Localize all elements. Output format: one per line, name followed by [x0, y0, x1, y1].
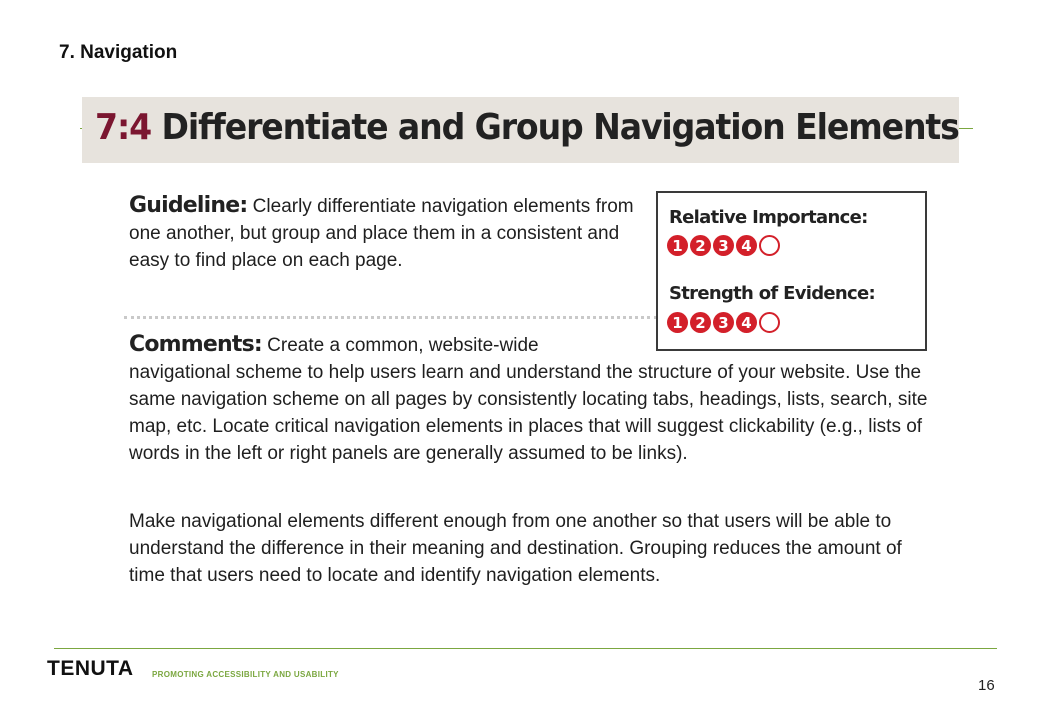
guideline-paragraph	[129, 192, 649, 274]
slide-title: 7. Navigation	[59, 42, 178, 63]
comments-label: Comments:	[129, 332, 262, 357]
rating-circle: 2	[690, 235, 711, 256]
rating-circle	[759, 312, 780, 333]
guideline-header-band	[82, 97, 959, 163]
relative-importance-label: Relative Importance:	[669, 207, 868, 228]
relative-importance-rating	[667, 235, 782, 256]
comments-line1: Create a common, website-wide	[261, 335, 539, 356]
page-number: 16	[978, 677, 995, 694]
rating-circle: 1	[667, 312, 688, 333]
dotted-separator	[124, 316, 657, 319]
guideline-number: 7:4	[95, 107, 152, 148]
comments-paragraph	[129, 331, 929, 467]
guideline-label: Guideline:	[129, 193, 248, 218]
brand-tagline: PROMOTING ACCESSIBILITY AND USABILITY	[152, 670, 339, 679]
rating-circle: 1	[667, 235, 688, 256]
brand-logo: TENUTA	[47, 657, 134, 680]
rating-circle: 3	[713, 235, 734, 256]
rating-box	[656, 191, 927, 351]
rating-circle	[759, 235, 780, 256]
rating-circle: 3	[713, 312, 734, 333]
rating-circle: 2	[690, 312, 711, 333]
guideline-heading	[95, 107, 959, 148]
guideline-title: Differentiate and Group Navigation Elements	[161, 107, 959, 148]
footer-rule	[54, 648, 997, 649]
rating-circle: 4	[736, 312, 757, 333]
comments-first-line	[129, 331, 649, 359]
rating-circle: 4	[736, 235, 757, 256]
top-rule-right	[959, 128, 973, 129]
comments-paragraph-2: Make navigational elements different enough from one another so that users will be able to understand the difference in their meaning and destination. Grouping reduces the amount of time that users need to locate and identify navigation elements.	[129, 511, 902, 586]
guideline-text: Clearly differentiate navigation elements from one another, but group and place them in a consistent and easy to find place on each page.	[129, 196, 634, 271]
strength-of-evidence-label: Strength of Evidence:	[669, 283, 875, 304]
comments-text: navigational scheme to help users learn and understand the structure of your website. Use the same navigation scheme on all pages by consistently locating tabs, headings, lists, search, site map, etc. Locate critical navigation elements in places that will suggest clickability (e.g., lists of words in the left or right panels are generally assumed to be links).	[129, 362, 928, 464]
strength-of-evidence-rating	[667, 312, 782, 333]
